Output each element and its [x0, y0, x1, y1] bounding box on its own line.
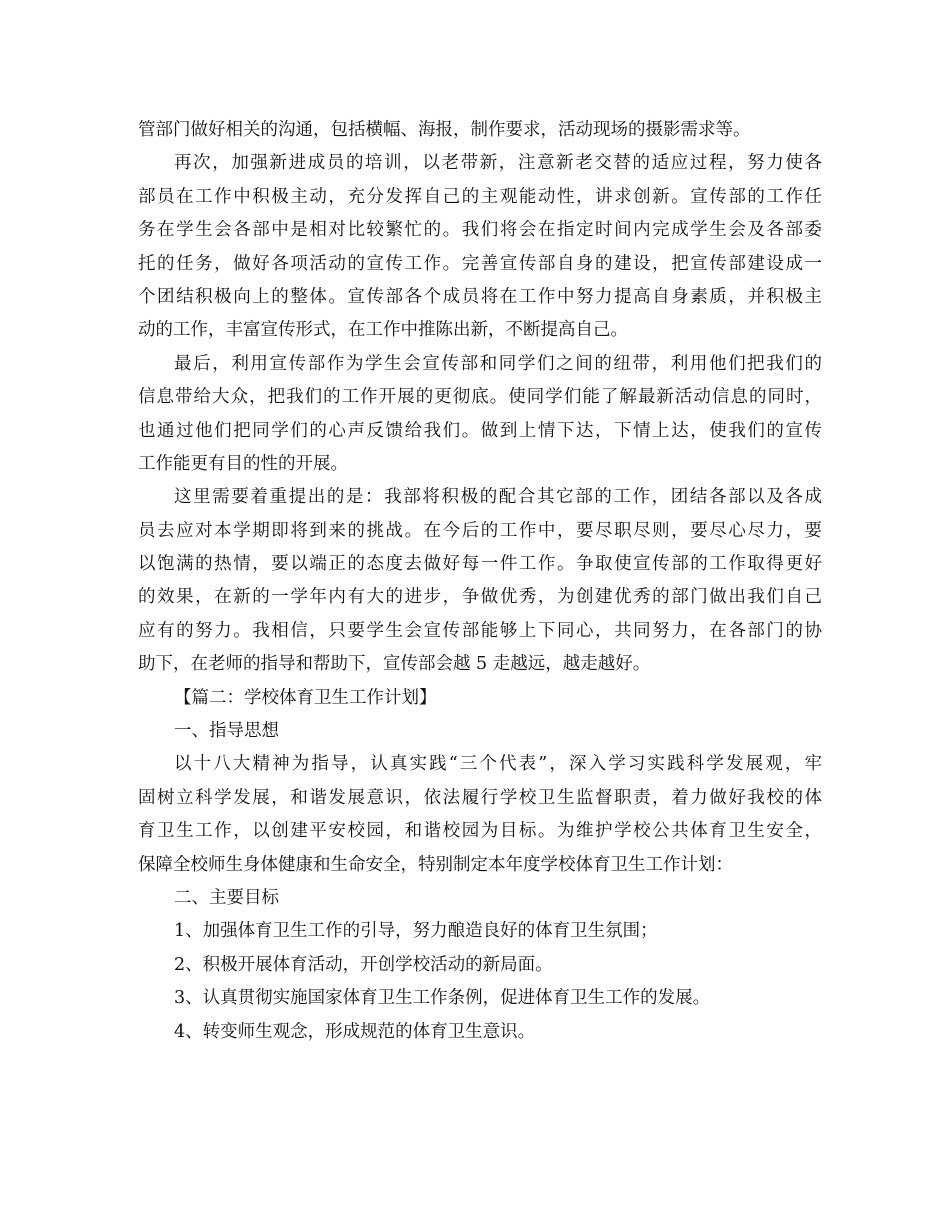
text-line: 也通过他们把同学们的心声反馈给我们。做到上情下达，下情上达，使我们的宣传 [138, 420, 822, 441]
text-line: 部员在工作中积极主动，充分发挥自己的主观能动性，讲求创新。宣传部的工作任 [138, 186, 822, 207]
text-line: 4、转变师生观念，形成规范的体育卫生意识。 [174, 1021, 536, 1042]
text-line: 2、积极开展体育活动，开创学校活动的新局面。 [174, 954, 553, 975]
text-line: 保障全校师生身体健康和生命安全，特别制定本年度学校体育卫生工作计划： [138, 854, 733, 875]
text-line: 以十八大精神为指导，认真实践“三个代表”，深入学习实践科学发展观，牢 [174, 754, 822, 775]
text-line: 托的任务，做好各项活动的宣传工作。完善宣传部自身的建设，把宣传部建设成一 [138, 253, 822, 274]
text-line: 以饱满的热情，要以端正的态度去做好每一件工作。争取使宣传部的工作取得更好 [138, 554, 822, 575]
text-line: 工作能更有目的性的开展。 [138, 453, 348, 474]
text-line: 一、指导思想 [174, 721, 279, 742]
text-line: 最后，利用宣传部作为学生会宣传部和同学们之间的纽带，利用他们把我们的 [174, 353, 822, 374]
document-body [138, 114, 822, 1049]
text-line: 固树立科学发展，和谐发展意识，依法履行学校卫生监督职责，着力做好我校的体 [138, 787, 822, 808]
text-line: 再次，加强新进成员的培训，以老带新，注意新老交替的适应过程，努力使各 [174, 153, 822, 174]
text-line: 管部门做好相关的沟通，包括横幅、海报，制作要求，活动现场的摄影需求等。 [138, 120, 751, 140]
text-line: 这里需要着重提出的是：我部将积极的配合其它部的工作，团结各部以及各成 [174, 487, 822, 508]
text-line: 3、认真贯彻实施国家体育卫生工作条例，促进体育卫生工作的发展。 [174, 988, 711, 1009]
text-line: 个团结积极向上的整体。宣传部各个成员将在工作中努力提高自身素质，并积极主 [138, 286, 822, 307]
text-line: 二、主要目标 [174, 887, 279, 908]
text-line: 助下，在老师的指导和帮助下，宣传部会越 5 走越远，越走越好。 [138, 654, 651, 675]
text-line: 的效果，在新的一学年内有大的进步，争做优秀，为创建优秀的部门做出我们自己 [138, 587, 822, 608]
text-line: 【篇二：学校体育卫生工作计划】 [174, 687, 437, 708]
text-line: 育卫生工作，以创建平安校园，和谐校园为目标。为维护学校公共体育卫生安全， [138, 821, 822, 842]
text-line: 员去应对本学期即将到来的挑战。在今后的工作中，要尽职尽则，要尽心尽力，要 [138, 520, 822, 541]
text-line: 应有的努力。我相信，只要学生会宣传部能够上下同心，共同努力，在各部门的协 [138, 620, 822, 641]
text-line: 1、加强体育卫生工作的引导，努力酿造良好的体育卫生氛围； [174, 921, 658, 942]
text-line: 信息带给大众，把我们的工作开展的更彻底。使同学们能了解最新活动信息的同时， [138, 387, 822, 408]
text-line: 动的工作，丰富宣传形式，在工作中推陈出新，不断提高自己。 [138, 320, 628, 341]
text-line: 务在学生会各部中是相对比较繁忙的。我们将会在指定时间内完成学生会及各部委 [138, 220, 822, 241]
